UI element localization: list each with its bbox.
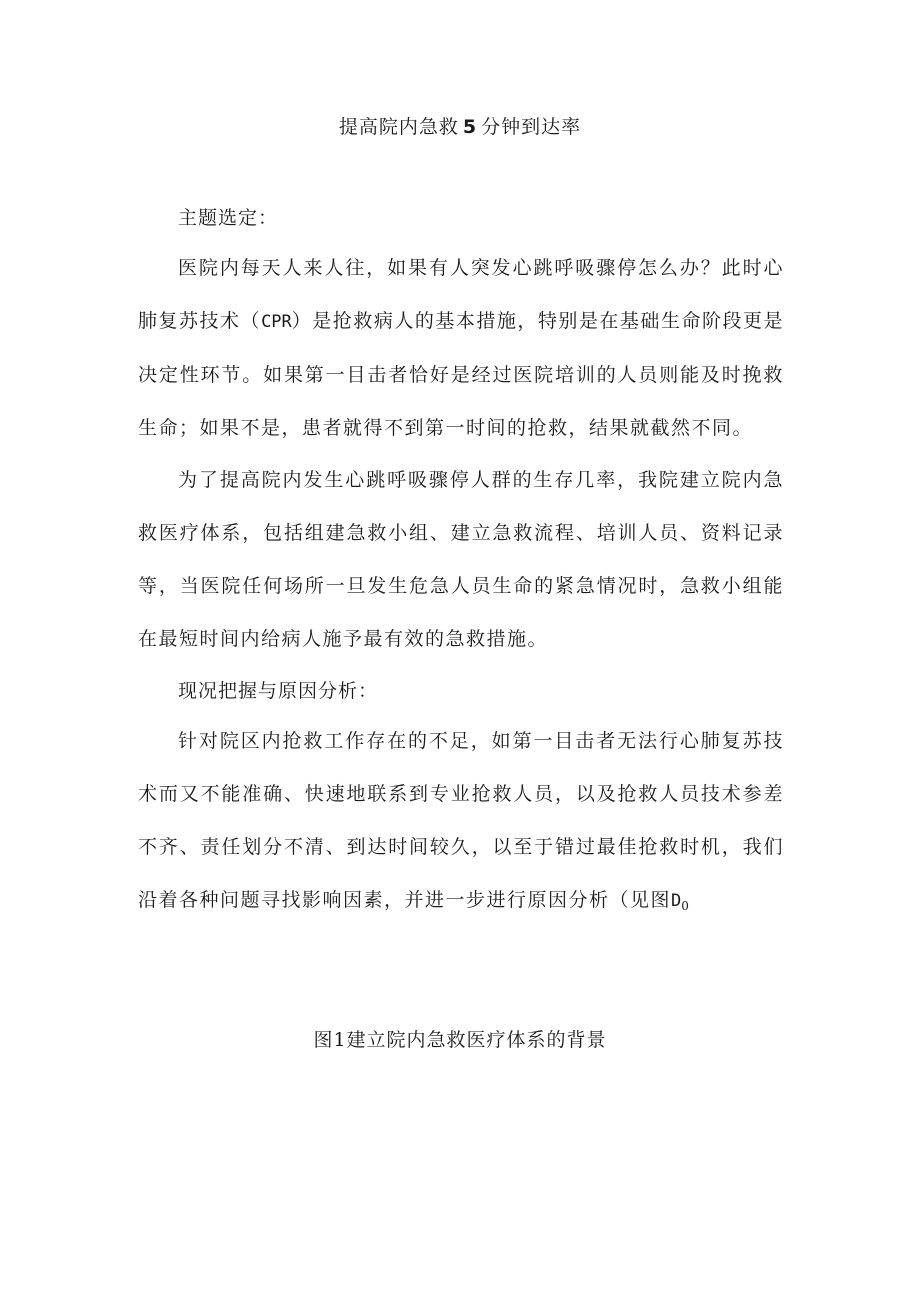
cpr-abbreviation: CPR <box>261 312 292 332</box>
title-text-before: 提高院内急救 <box>338 116 459 138</box>
paragraph-cause-analysis <box>138 715 784 933</box>
paragraph-text: ）是抢救病人的基本措施，特别是在基础生命阶段更是决定性环节。如果第一目击者恰好是经过医院培训的人员则能及时挽救生命；如果不是，患者就得不到第一时间的抢救，结果就截然不同。 <box>138 310 784 439</box>
section-heading-analysis: 现况把握与原因分析： <box>178 680 379 702</box>
title-number: 5 <box>462 116 478 138</box>
figure-caption: 图1建立院内急救医疗体系的背景 <box>313 1029 607 1051</box>
section-heading-topic: 主题选定： <box>178 207 279 229</box>
document-title <box>0 112 920 142</box>
paragraph-text: 针对院区内抢救工作存在的不足，如第一目击者无法行心肺复苏技术而又不能准确、快速地联系到专业抢救人员，以及抢救人员技术参差不齐、责任划分不清、到达时间较久，以至于错过最佳抢救时机，我们沿着各种问题寻找影响因素，并进一步进行原因分析（见图 <box>138 730 784 911</box>
figure-reference-subscript: 0 <box>681 899 691 913</box>
paragraph-topic-intro <box>138 242 784 455</box>
figure-reference: D <box>671 891 682 911</box>
title-text-after: 分钟到达率 <box>481 116 582 138</box>
paragraph-text: 医院内每天人来人往，如果有人突发心跳呼吸骤停怎么办？此时心肺复苏技术（ <box>138 257 784 332</box>
paragraph-emergency-system: 为了提高院内发生心跳呼吸骤停人群的生存几率，我院建立院内急救医疗体系，包括组建急救小组、建立急救流程、培训人员、资料记录等，当医院任何场所一旦发生危急人员生命的紧急情况时，急救小组能在最短时间内给病人施予最有效的急救措施。 <box>138 469 784 650</box>
